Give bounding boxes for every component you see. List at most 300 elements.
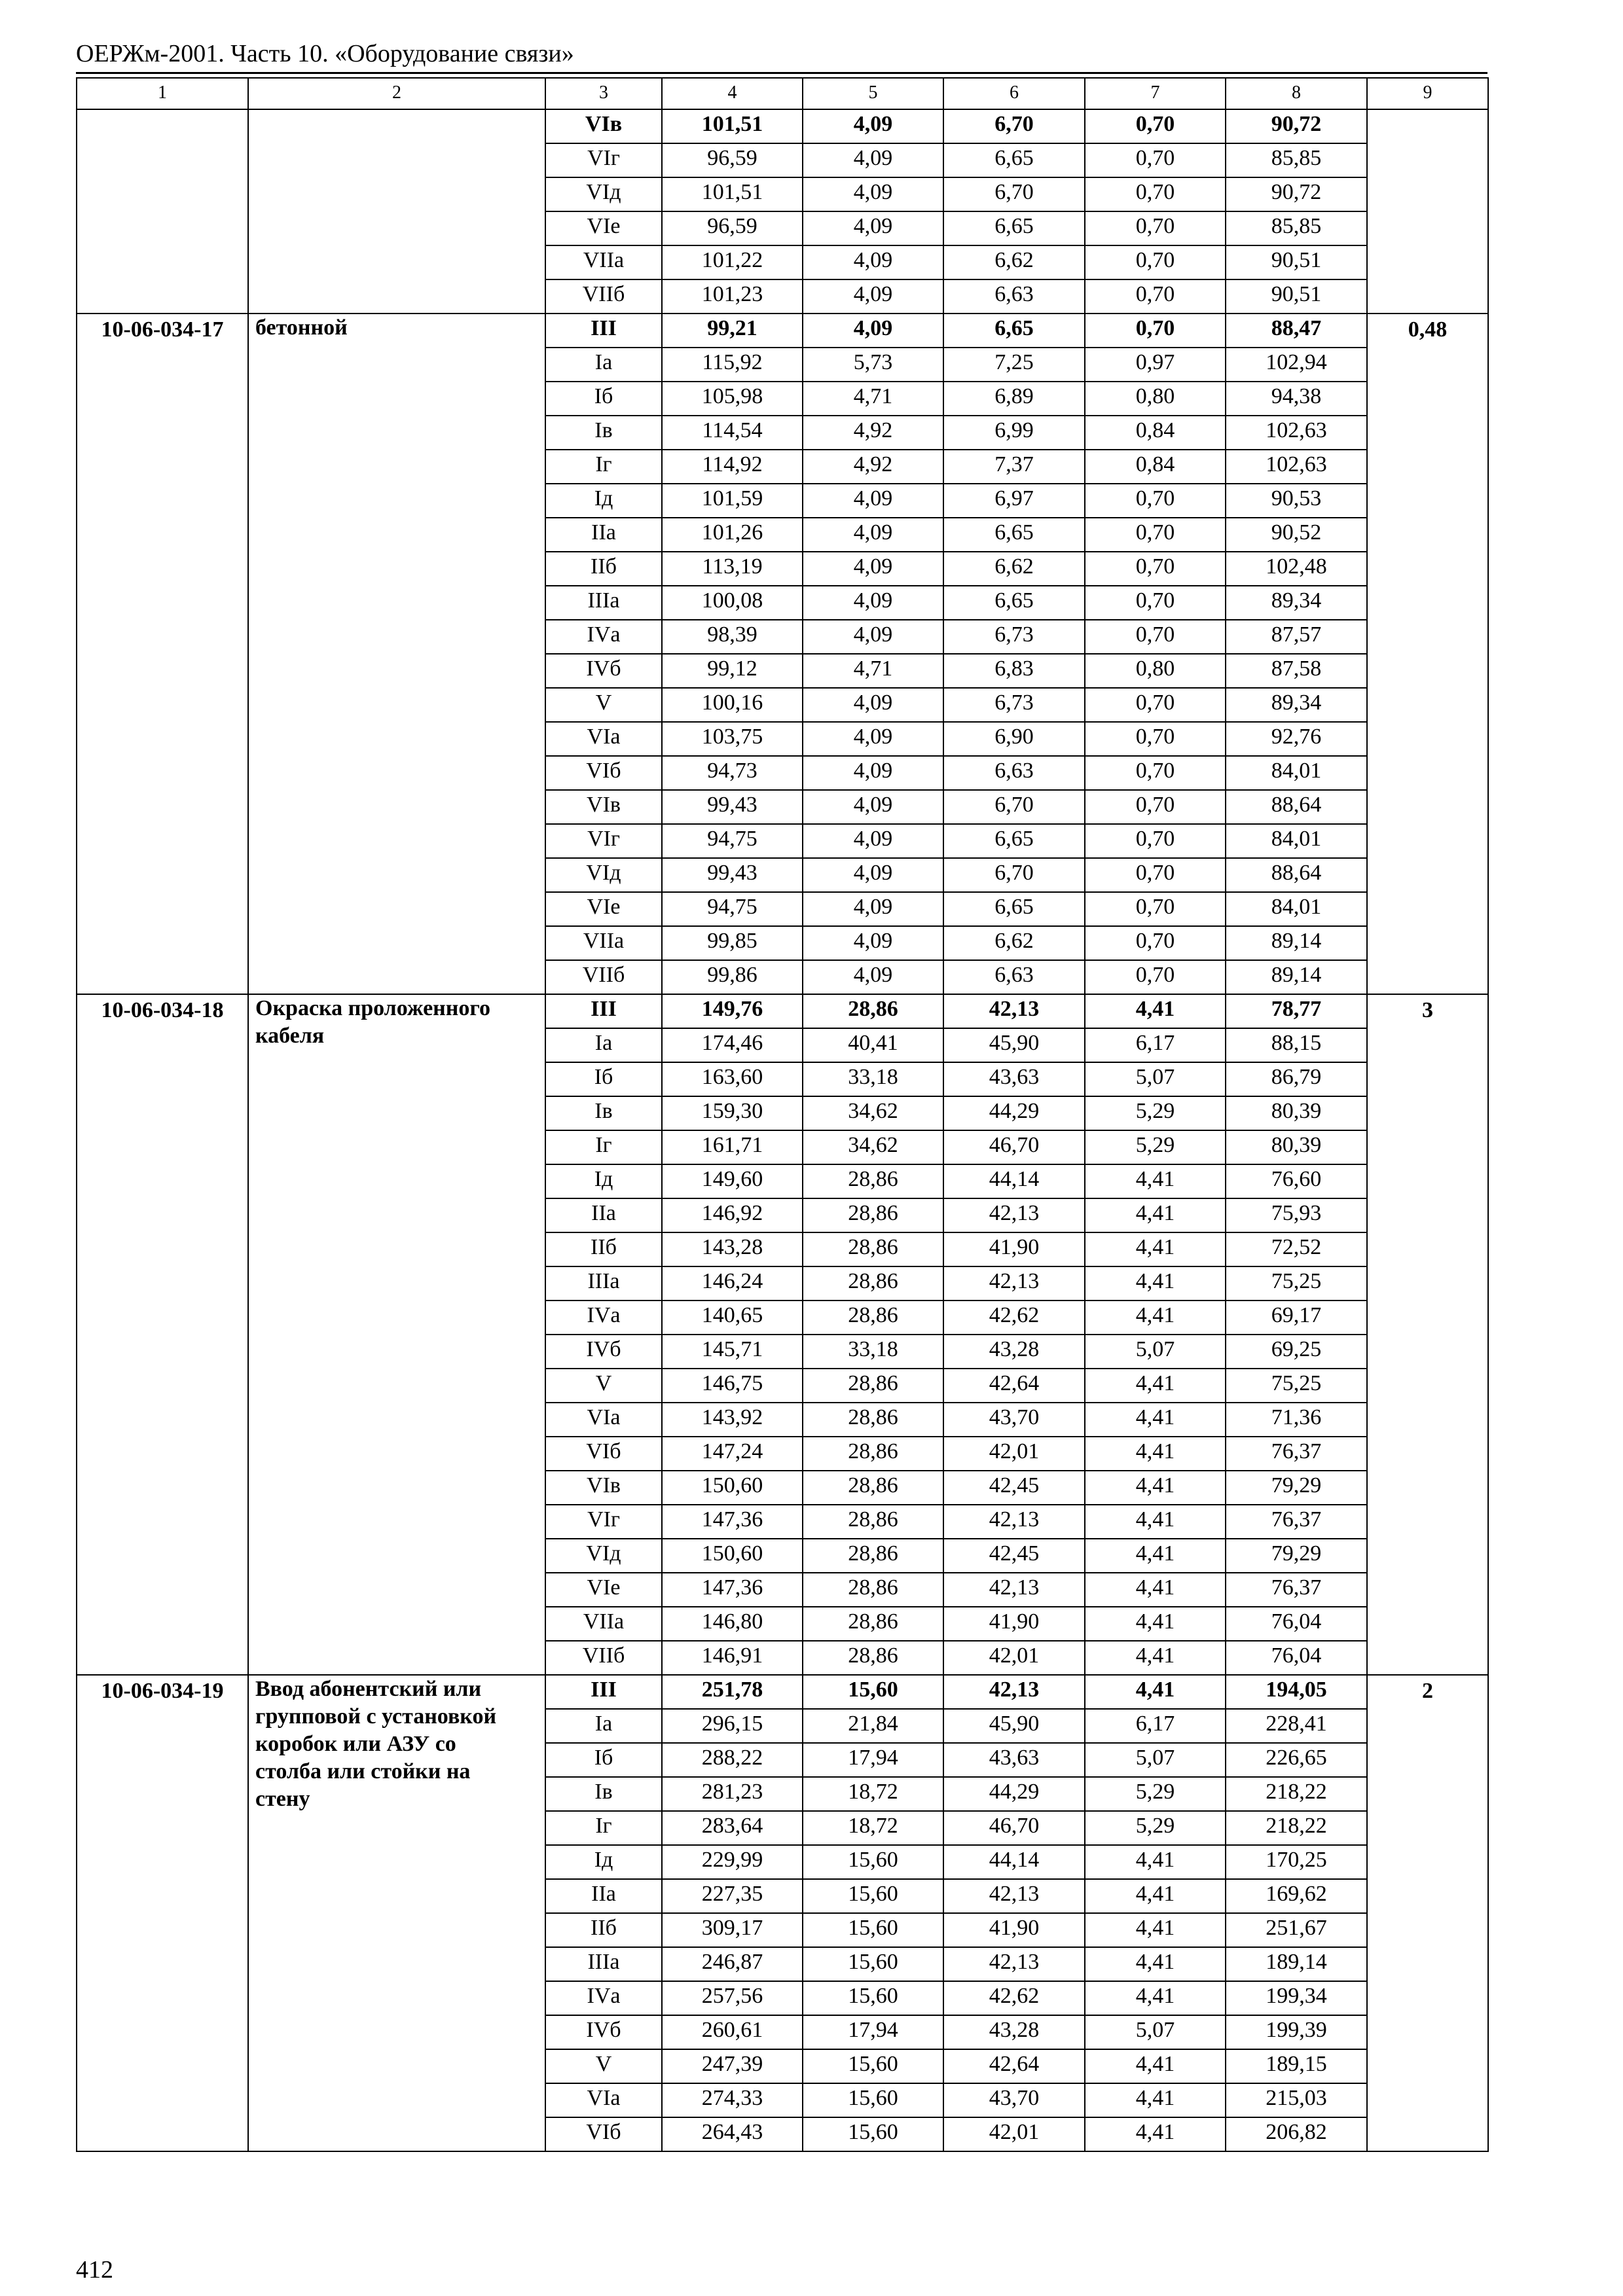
region-cell: IIа xyxy=(545,518,662,552)
region-cell: Iб xyxy=(545,382,662,416)
machine_operation-cell: 6,62 xyxy=(943,926,1085,960)
direct_costs-cell: 257,56 xyxy=(662,1981,803,2015)
labor_wages-cell: 21,84 xyxy=(803,1709,943,1743)
labor_wages-cell: 15,60 xyxy=(803,2117,943,2151)
work-name-cell: бетонной xyxy=(248,314,545,994)
region-cell: VIв xyxy=(545,109,662,143)
machine_operation-cell: 6,62 xyxy=(943,245,1085,279)
region-cell: V xyxy=(545,688,662,722)
region-cell: III xyxy=(545,994,662,1028)
region-cell: IVб xyxy=(545,1335,662,1369)
direct_costs-cell: 99,85 xyxy=(662,926,803,960)
column-9-cell: 2 xyxy=(1367,1675,1488,2151)
region-cell: VIа xyxy=(545,1403,662,1437)
region-cell: Iг xyxy=(545,1811,662,1845)
machine_operation-cell: 42,13 xyxy=(943,1879,1085,1913)
column-number-row xyxy=(77,78,1488,109)
region-cell: VIа xyxy=(545,722,662,756)
machine_operation-cell: 42,62 xyxy=(943,1300,1085,1335)
materials-cell: 75,25 xyxy=(1226,1369,1367,1403)
region-cell: IIб xyxy=(545,1232,662,1266)
machinist_wages-cell: 0,70 xyxy=(1085,279,1226,314)
labor_wages-cell: 28,86 xyxy=(803,994,943,1028)
labor_wages-cell: 40,41 xyxy=(803,1028,943,1062)
region-cell: IVа xyxy=(545,620,662,654)
materials-cell: 76,37 xyxy=(1226,1505,1367,1539)
machine_operation-cell: 7,37 xyxy=(943,450,1085,484)
table-row xyxy=(77,994,1488,1028)
labor_wages-cell: 4,09 xyxy=(803,109,943,143)
direct_costs-cell: 247,39 xyxy=(662,2049,803,2083)
labor_wages-cell: 28,86 xyxy=(803,1437,943,1471)
direct_costs-cell: 99,43 xyxy=(662,790,803,824)
materials-cell: 88,64 xyxy=(1226,790,1367,824)
labor_wages-cell: 18,72 xyxy=(803,1811,943,1845)
machine_operation-cell: 42,13 xyxy=(943,1198,1085,1232)
materials-cell: 69,17 xyxy=(1226,1300,1367,1335)
page-number: 412 xyxy=(76,2256,113,2284)
machinist_wages-cell: 0,70 xyxy=(1085,109,1226,143)
direct_costs-cell: 260,61 xyxy=(662,2015,803,2049)
machinist_wages-cell: 4,41 xyxy=(1085,1641,1226,1675)
materials-cell: 78,77 xyxy=(1226,994,1367,1028)
machinist_wages-cell: 4,41 xyxy=(1085,1505,1226,1539)
direct_costs-cell: 96,59 xyxy=(662,143,803,177)
labor_wages-cell: 4,09 xyxy=(803,688,943,722)
machinist_wages-cell: 4,41 xyxy=(1085,2083,1226,2117)
machine_operation-cell: 42,01 xyxy=(943,2117,1085,2151)
materials-cell: 228,41 xyxy=(1226,1709,1367,1743)
labor_wages-cell: 28,86 xyxy=(803,1403,943,1437)
materials-cell: 90,51 xyxy=(1226,279,1367,314)
machine_operation-cell: 6,63 xyxy=(943,960,1085,994)
machine_operation-cell: 6,73 xyxy=(943,620,1085,654)
machinist_wages-cell: 0,70 xyxy=(1085,858,1226,892)
labor_wages-cell: 28,86 xyxy=(803,1471,943,1505)
region-cell: VIг xyxy=(545,824,662,858)
labor_wages-cell: 34,62 xyxy=(803,1096,943,1130)
region-cell: VIб xyxy=(545,1437,662,1471)
page-header: ОЕРЖм-2001. Часть 10. «Оборудование связи» xyxy=(76,40,574,67)
machinist_wages-cell: 4,41 xyxy=(1085,1981,1226,2015)
region-cell: IIIа xyxy=(545,1266,662,1300)
region-cell: VIIб xyxy=(545,1641,662,1675)
region-cell: Iа xyxy=(545,1709,662,1743)
materials-cell: 71,36 xyxy=(1226,1403,1367,1437)
machine_operation-cell: 42,13 xyxy=(943,1675,1085,1709)
labor_wages-cell: 15,60 xyxy=(803,2049,943,2083)
direct_costs-cell: 98,39 xyxy=(662,620,803,654)
region-cell: Iа xyxy=(545,1028,662,1062)
materials-cell: 102,63 xyxy=(1226,416,1367,450)
direct_costs-cell: 146,80 xyxy=(662,1607,803,1641)
machine_operation-cell: 43,63 xyxy=(943,1743,1085,1777)
machine_operation-cell: 42,64 xyxy=(943,2049,1085,2083)
direct_costs-cell: 147,36 xyxy=(662,1573,803,1607)
work-name-cell: Окраска проложенного кабеля xyxy=(248,994,545,1675)
region-cell: VIв xyxy=(545,790,662,824)
table-body xyxy=(77,78,1488,2151)
region-cell: Iв xyxy=(545,416,662,450)
machinist_wages-cell: 4,41 xyxy=(1085,1913,1226,1947)
machinist_wages-cell: 5,29 xyxy=(1085,1777,1226,1811)
machinist_wages-cell: 4,41 xyxy=(1085,1675,1226,1709)
machine_operation-cell: 6,65 xyxy=(943,518,1085,552)
machine_operation-cell: 42,01 xyxy=(943,1437,1085,1471)
direct_costs-cell: 274,33 xyxy=(662,2083,803,2117)
machine_operation-cell: 44,29 xyxy=(943,1096,1085,1130)
direct_costs-cell: 149,76 xyxy=(662,994,803,1028)
direct_costs-cell: 101,51 xyxy=(662,177,803,211)
region-cell: IIб xyxy=(545,1913,662,1947)
direct_costs-cell: 99,12 xyxy=(662,654,803,688)
direct_costs-cell: 147,24 xyxy=(662,1437,803,1471)
materials-cell: 85,85 xyxy=(1226,211,1367,245)
materials-cell: 89,14 xyxy=(1226,960,1367,994)
direct_costs-cell: 149,60 xyxy=(662,1164,803,1198)
machine_operation-cell: 41,90 xyxy=(943,1607,1085,1641)
machinist_wages-cell: 0,70 xyxy=(1085,892,1226,926)
machine_operation-cell: 7,25 xyxy=(943,348,1085,382)
machinist_wages-cell: 6,17 xyxy=(1085,1028,1226,1062)
region-cell: IVа xyxy=(545,1300,662,1335)
materials-cell: 80,39 xyxy=(1226,1096,1367,1130)
machinist_wages-cell: 0,70 xyxy=(1085,586,1226,620)
materials-cell: 94,38 xyxy=(1226,382,1367,416)
machine_operation-cell: 46,70 xyxy=(943,1811,1085,1845)
table-row xyxy=(77,314,1488,348)
machinist_wages-cell: 0,70 xyxy=(1085,620,1226,654)
region-cell: Iб xyxy=(545,1743,662,1777)
materials-cell: 169,62 xyxy=(1226,1879,1367,1913)
machinist_wages-cell: 5,07 xyxy=(1085,1335,1226,1369)
labor_wages-cell: 33,18 xyxy=(803,1062,943,1096)
machinist_wages-cell: 4,41 xyxy=(1085,2049,1226,2083)
machinist_wages-cell: 4,41 xyxy=(1085,994,1226,1028)
column-number: 2 xyxy=(248,78,545,109)
region-cell: VIIа xyxy=(545,245,662,279)
machinist_wages-cell: 0,70 xyxy=(1085,211,1226,245)
region-cell: VIг xyxy=(545,143,662,177)
materials-cell: 89,34 xyxy=(1226,688,1367,722)
column-9-cell: 3 xyxy=(1367,994,1488,1675)
machinist_wages-cell: 0,70 xyxy=(1085,314,1226,348)
labor_wages-cell: 28,86 xyxy=(803,1369,943,1403)
direct_costs-cell: 101,26 xyxy=(662,518,803,552)
machine_operation-cell: 42,45 xyxy=(943,1471,1085,1505)
direct_costs-cell: 101,22 xyxy=(662,245,803,279)
direct_costs-cell: 288,22 xyxy=(662,1743,803,1777)
region-cell: Iв xyxy=(545,1096,662,1130)
materials-cell: 84,01 xyxy=(1226,756,1367,790)
direct_costs-cell: 146,75 xyxy=(662,1369,803,1403)
machinist_wages-cell: 0,80 xyxy=(1085,654,1226,688)
materials-cell: 76,04 xyxy=(1226,1607,1367,1641)
region-cell: VIг xyxy=(545,1505,662,1539)
region-cell: IIа xyxy=(545,1879,662,1913)
direct_costs-cell: 145,71 xyxy=(662,1335,803,1369)
machine_operation-cell: 42,13 xyxy=(943,1947,1085,1981)
labor_wages-cell: 4,09 xyxy=(803,177,943,211)
materials-cell: 215,03 xyxy=(1226,2083,1367,2117)
region-cell: VIе xyxy=(545,211,662,245)
column-number: 1 xyxy=(77,78,248,109)
region-cell: VIд xyxy=(545,1539,662,1573)
region-cell: VIд xyxy=(545,177,662,211)
machine_operation-cell: 42,13 xyxy=(943,1266,1085,1300)
materials-cell: 218,22 xyxy=(1226,1777,1367,1811)
labor_wages-cell: 4,09 xyxy=(803,484,943,518)
labor_wages-cell: 4,09 xyxy=(803,756,943,790)
materials-cell: 84,01 xyxy=(1226,824,1367,858)
region-cell: VIе xyxy=(545,1573,662,1607)
direct_costs-cell: 114,54 xyxy=(662,416,803,450)
materials-cell: 90,72 xyxy=(1226,177,1367,211)
direct_costs-cell: 161,71 xyxy=(662,1130,803,1164)
direct_costs-cell: 103,75 xyxy=(662,722,803,756)
region-cell: IIа xyxy=(545,1198,662,1232)
materials-cell: 90,72 xyxy=(1226,109,1367,143)
column-number: 4 xyxy=(662,78,803,109)
labor_wages-cell: 15,60 xyxy=(803,2083,943,2117)
region-cell: Iб xyxy=(545,1062,662,1096)
machine_operation-cell: 44,14 xyxy=(943,1164,1085,1198)
direct_costs-cell: 101,23 xyxy=(662,279,803,314)
machinist_wages-cell: 0,70 xyxy=(1085,552,1226,586)
region-cell: IVб xyxy=(545,654,662,688)
region-cell: Iг xyxy=(545,450,662,484)
labor_wages-cell: 4,09 xyxy=(803,518,943,552)
labor_wages-cell: 28,86 xyxy=(803,1607,943,1641)
column-number: 7 xyxy=(1085,78,1226,109)
region-cell: Iд xyxy=(545,1845,662,1879)
labor_wages-cell: 4,09 xyxy=(803,143,943,177)
direct_costs-cell: 94,75 xyxy=(662,892,803,926)
labor_wages-cell: 4,09 xyxy=(803,279,943,314)
direct_costs-cell: 163,60 xyxy=(662,1062,803,1096)
region-cell: III xyxy=(545,314,662,348)
machine_operation-cell: 6,65 xyxy=(943,586,1085,620)
machine_operation-cell: 6,70 xyxy=(943,177,1085,211)
direct_costs-cell: 264,43 xyxy=(662,2117,803,2151)
machine_operation-cell: 43,28 xyxy=(943,2015,1085,2049)
machine_operation-cell: 6,70 xyxy=(943,790,1085,824)
region-cell: Iг xyxy=(545,1130,662,1164)
machinist_wages-cell: 0,70 xyxy=(1085,688,1226,722)
region-cell: VIб xyxy=(545,2117,662,2151)
direct_costs-cell: 146,91 xyxy=(662,1641,803,1675)
machine_operation-cell: 6,73 xyxy=(943,688,1085,722)
materials-cell: 76,04 xyxy=(1226,1641,1367,1675)
machinist_wages-cell: 5,29 xyxy=(1085,1096,1226,1130)
direct_costs-cell: 114,92 xyxy=(662,450,803,484)
materials-cell: 199,34 xyxy=(1226,1981,1367,2015)
table-row xyxy=(77,109,1488,143)
machine_operation-cell: 43,70 xyxy=(943,1403,1085,1437)
machine_operation-cell: 6,97 xyxy=(943,484,1085,518)
region-cell: Iд xyxy=(545,1164,662,1198)
machine_operation-cell: 42,45 xyxy=(943,1539,1085,1573)
machinist_wages-cell: 0,80 xyxy=(1085,382,1226,416)
machine_operation-cell: 44,29 xyxy=(943,1777,1085,1811)
direct_costs-cell: 159,30 xyxy=(662,1096,803,1130)
column-9-cell: 0,48 xyxy=(1367,314,1488,994)
machinist_wages-cell: 4,41 xyxy=(1085,1198,1226,1232)
direct_costs-cell: 101,59 xyxy=(662,484,803,518)
labor_wages-cell: 4,09 xyxy=(803,314,943,348)
region-cell: Iд xyxy=(545,484,662,518)
labor_wages-cell: 33,18 xyxy=(803,1335,943,1369)
machine_operation-cell: 6,83 xyxy=(943,654,1085,688)
machine_operation-cell: 6,65 xyxy=(943,314,1085,348)
machinist_wages-cell: 4,41 xyxy=(1085,1232,1226,1266)
machinist_wages-cell: 4,41 xyxy=(1085,1300,1226,1335)
column-number: 5 xyxy=(803,78,943,109)
machine_operation-cell: 6,65 xyxy=(943,824,1085,858)
machine_operation-cell: 6,70 xyxy=(943,109,1085,143)
machine_operation-cell: 6,70 xyxy=(943,858,1085,892)
machinist_wages-cell: 0,70 xyxy=(1085,790,1226,824)
labor_wages-cell: 28,86 xyxy=(803,1232,943,1266)
machinist_wages-cell: 5,07 xyxy=(1085,1062,1226,1096)
labor_wages-cell: 4,09 xyxy=(803,552,943,586)
machine_operation-cell: 6,99 xyxy=(943,416,1085,450)
machine_operation-cell: 6,65 xyxy=(943,143,1085,177)
machinist_wages-cell: 0,97 xyxy=(1085,348,1226,382)
direct_costs-cell: 94,73 xyxy=(662,756,803,790)
direct_costs-cell: 143,92 xyxy=(662,1403,803,1437)
materials-cell: 170,25 xyxy=(1226,1845,1367,1879)
labor_wages-cell: 4,09 xyxy=(803,790,943,824)
labor_wages-cell: 34,62 xyxy=(803,1130,943,1164)
materials-cell: 194,05 xyxy=(1226,1675,1367,1709)
machine_operation-cell: 45,90 xyxy=(943,1709,1085,1743)
materials-cell: 90,51 xyxy=(1226,245,1367,279)
direct_costs-cell: 281,23 xyxy=(662,1777,803,1811)
machinist_wages-cell: 4,41 xyxy=(1085,1369,1226,1403)
direct_costs-cell: 100,08 xyxy=(662,586,803,620)
machinist_wages-cell: 5,07 xyxy=(1085,2015,1226,2049)
region-cell: IIIа xyxy=(545,586,662,620)
materials-cell: 76,37 xyxy=(1226,1573,1367,1607)
machinist_wages-cell: 0,70 xyxy=(1085,960,1226,994)
materials-cell: 102,48 xyxy=(1226,552,1367,586)
materials-cell: 92,76 xyxy=(1226,722,1367,756)
rate-code-cell xyxy=(77,109,248,314)
direct_costs-cell: 94,75 xyxy=(662,824,803,858)
region-cell: IIб xyxy=(545,552,662,586)
labor_wages-cell: 4,09 xyxy=(803,892,943,926)
region-cell: Iв xyxy=(545,1777,662,1811)
labor_wages-cell: 4,71 xyxy=(803,654,943,688)
labor_wages-cell: 15,60 xyxy=(803,1981,943,2015)
machinist_wages-cell: 0,70 xyxy=(1085,484,1226,518)
column-9-cell xyxy=(1367,109,1488,314)
work-name-cell: Ввод абонентский или групповой с установкой коробок или АЗУ со столба или стойки на стену xyxy=(248,1675,545,2151)
machinist_wages-cell: 4,41 xyxy=(1085,1947,1226,1981)
direct_costs-cell: 101,51 xyxy=(662,109,803,143)
labor_wages-cell: 28,86 xyxy=(803,1573,943,1607)
rate-code-cell: 10-06-034-19 xyxy=(77,1675,248,2151)
materials-cell: 199,39 xyxy=(1226,2015,1367,2049)
direct_costs-cell: 99,86 xyxy=(662,960,803,994)
materials-cell: 226,65 xyxy=(1226,1743,1367,1777)
region-cell: III xyxy=(545,1675,662,1709)
direct_costs-cell: 296,15 xyxy=(662,1709,803,1743)
machinist_wages-cell: 0,70 xyxy=(1085,518,1226,552)
region-cell: VIIа xyxy=(545,1607,662,1641)
direct_costs-cell: 251,78 xyxy=(662,1675,803,1709)
materials-cell: 189,15 xyxy=(1226,2049,1367,2083)
machinist_wages-cell: 4,41 xyxy=(1085,1539,1226,1573)
labor_wages-cell: 28,86 xyxy=(803,1641,943,1675)
labor_wages-cell: 4,09 xyxy=(803,926,943,960)
machinist_wages-cell: 4,41 xyxy=(1085,2117,1226,2151)
machinist_wages-cell: 0,70 xyxy=(1085,756,1226,790)
machine_operation-cell: 46,70 xyxy=(943,1130,1085,1164)
materials-cell: 79,29 xyxy=(1226,1471,1367,1505)
machinist_wages-cell: 4,41 xyxy=(1085,1607,1226,1641)
labor_wages-cell: 28,86 xyxy=(803,1164,943,1198)
machinist_wages-cell: 5,07 xyxy=(1085,1743,1226,1777)
direct_costs-cell: 100,16 xyxy=(662,688,803,722)
machine_operation-cell: 6,62 xyxy=(943,552,1085,586)
machinist_wages-cell: 0,84 xyxy=(1085,416,1226,450)
column-number: 3 xyxy=(545,78,662,109)
machinist_wages-cell: 0,70 xyxy=(1085,245,1226,279)
region-cell: IIIа xyxy=(545,1947,662,1981)
machinist_wages-cell: 4,41 xyxy=(1085,1403,1226,1437)
materials-cell: 206,82 xyxy=(1226,2117,1367,2151)
labor_wages-cell: 4,09 xyxy=(803,722,943,756)
direct_costs-cell: 146,92 xyxy=(662,1198,803,1232)
machine_operation-cell: 44,14 xyxy=(943,1845,1085,1879)
materials-cell: 80,39 xyxy=(1226,1130,1367,1164)
materials-cell: 85,85 xyxy=(1226,143,1367,177)
header-rule xyxy=(76,72,1487,74)
machinist_wages-cell: 4,41 xyxy=(1085,1437,1226,1471)
labor_wages-cell: 15,60 xyxy=(803,1947,943,1981)
materials-cell: 76,37 xyxy=(1226,1437,1367,1471)
direct_costs-cell: 96,59 xyxy=(662,211,803,245)
materials-cell: 218,22 xyxy=(1226,1811,1367,1845)
machine_operation-cell: 6,90 xyxy=(943,722,1085,756)
machine_operation-cell: 42,13 xyxy=(943,1573,1085,1607)
materials-cell: 72,52 xyxy=(1226,1232,1367,1266)
region-cell: Iа xyxy=(545,348,662,382)
machinist_wages-cell: 0,70 xyxy=(1085,722,1226,756)
table-row xyxy=(77,1675,1488,1709)
machinist_wages-cell: 4,41 xyxy=(1085,1266,1226,1300)
region-cell: VIб xyxy=(545,756,662,790)
labor_wages-cell: 17,94 xyxy=(803,2015,943,2049)
labor_wages-cell: 4,09 xyxy=(803,824,943,858)
price-table xyxy=(76,77,1489,2152)
machine_operation-cell: 42,62 xyxy=(943,1981,1085,2015)
work-name-cell xyxy=(248,109,545,314)
labor_wages-cell: 4,92 xyxy=(803,450,943,484)
column-number: 9 xyxy=(1367,78,1488,109)
region-cell: VIIб xyxy=(545,279,662,314)
direct_costs-cell: 99,21 xyxy=(662,314,803,348)
materials-cell: 89,34 xyxy=(1226,586,1367,620)
labor_wages-cell: 4,09 xyxy=(803,245,943,279)
labor_wages-cell: 15,60 xyxy=(803,1675,943,1709)
labor_wages-cell: 4,09 xyxy=(803,858,943,892)
direct_costs-cell: 309,17 xyxy=(662,1913,803,1947)
labor_wages-cell: 4,09 xyxy=(803,960,943,994)
direct_costs-cell: 150,60 xyxy=(662,1471,803,1505)
